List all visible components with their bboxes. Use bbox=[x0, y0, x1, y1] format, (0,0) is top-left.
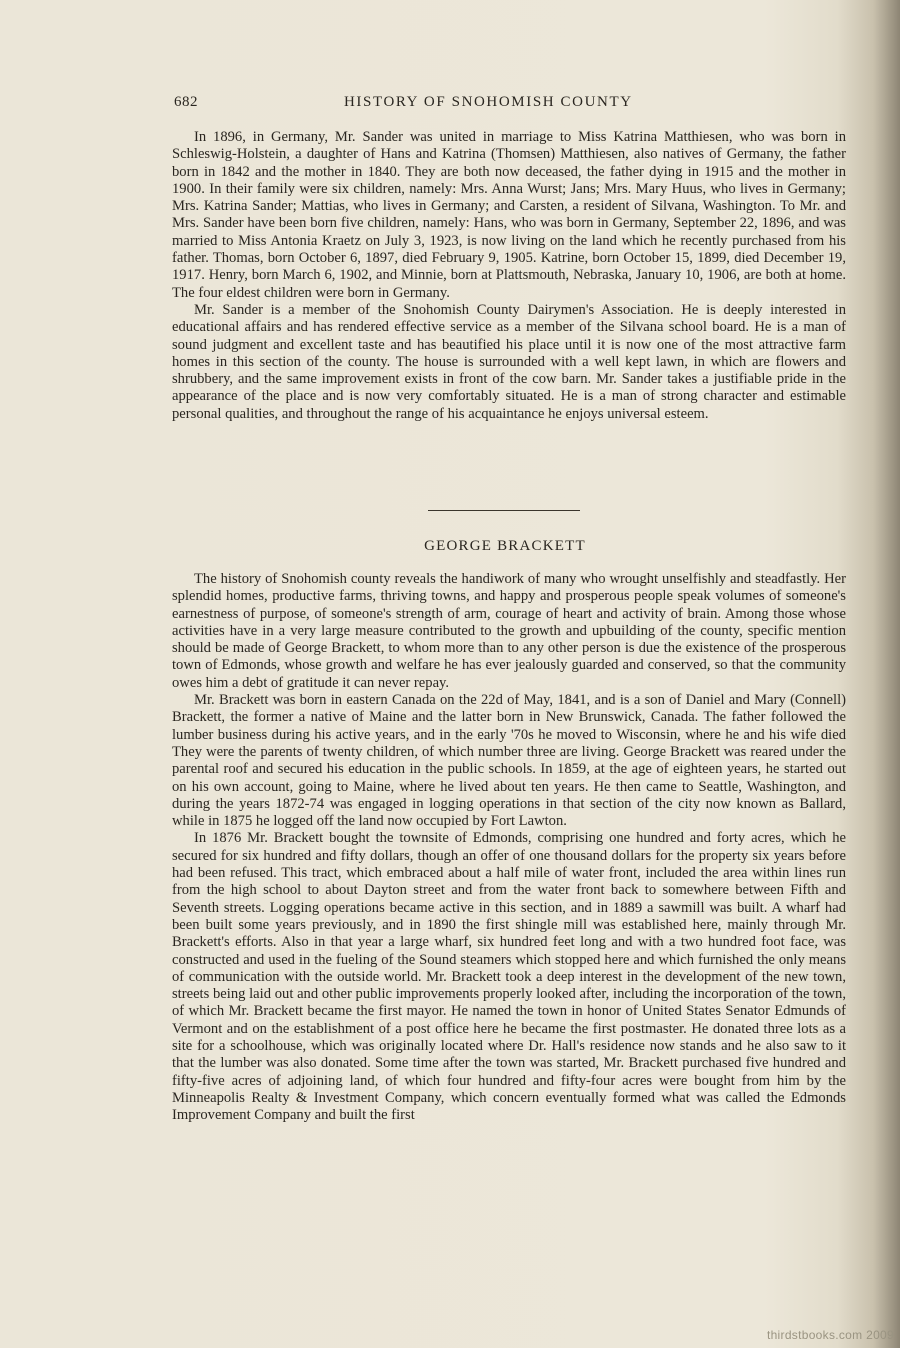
paragraph: Mr. Brackett was born in eastern Canada on the 22d of May, 1841, and is a son of Daniel and Mary (Connell) Brackett, the former a native of Maine and the latter born in New Brunswick, Canada. The father followed the lumber business during his active years, and in the early '70s he moved to Wisconsin, where he and his wife died They were the parents of twenty children, of which number three are living. George Brackett was reared under the parental roof and secured his education in the public schools. In 1859, at the age of eighteen years, he started out on his own account, going to Maine, where he lived about ten years. He then came to Seattle, Washington, and during the years 1872-74 was engaged in logging operations in that section of the city now known as Ballard, while in 1875 he logged off the land now occupied by Fort Lawton. bbox=[172, 692, 846, 830]
paragraph: Mr. Sander is a member of the Snohomish County Dairymen's Association. He is deeply interested in educational affairs and has rendered effective service as a member of the Silvana school board. He is a man of sound judgment and excellent taste and has beautified his place until it is now one of the most attractive farm homes in this section of the county. The house is surrounded with a well kept lawn, in which are flowers and shrubbery, and the same improvement exists in front of the cow barn. Mr. Sander takes a justifiable pride in the appearance of the place and is now very comfortably situated. He is a man of strong character and estimable personal qualities, and throughout the range of his acquaintance he enjoys universal esteem. bbox=[172, 301, 846, 422]
section-heading: GEORGE BRACKETT bbox=[424, 538, 586, 554]
sander-biography-section bbox=[172, 129, 846, 423]
page-number: 682 bbox=[174, 94, 198, 110]
brackett-biography-section bbox=[172, 571, 846, 1125]
running-title: HISTORY OF SNOHOMISH COUNTY bbox=[344, 94, 633, 110]
section-divider bbox=[428, 510, 580, 511]
page-header bbox=[174, 94, 850, 116]
paragraph: In 1876 Mr. Brackett bought the townsite of Edmonds, comprising one hundred and forty acres, which he secured for six hundred and fifty dollars, though an offer of one thousand dollars for the property six years before had been refused. This tract, which embraced about a half mile of water front, included the area within lines run from the high school to about Dayton street and from the water front back to somewhere between Fifth and Seventh streets. Logging operations became active in this section, and in 1889 a sawmill was built. A wharf had been built some years previously, and in 1890 the first shingle mill was established here, mainly through Mr. Brackett's efforts. Also in that year a large wharf, six hundred feet long and with a two hundred foot face, was constructed and used in the fueling of the Sound steamers which stopped here and which furnished the only means of communication with the outside world. Mr. Brackett took a deep interest in the development of the new town, streets being laid out and other public improvements properly looked after, including the incorporation of the town, of which Mr. Brackett became the first mayor. He named the town in honor of United States Senator Edmunds of Vermont and on the establishment of a post office here he became the first postmaster. He donated three lots as a site for a schoolhouse, which was originally located where Dr. Hall's residence now stands and he also saw to it that the lumber was also donated. Some time after the town was started, Mr. Brackett purchased five hundred and fifty-five acres of adjoining land, of which four hundred and fifty-four acres were bought from him by the Minneapolis Realty & Investment Company, which concern eventually formed what was called the Edmonds Improvement Company and built the first bbox=[172, 830, 846, 1124]
paragraph: In 1896, in Germany, Mr. Sander was united in marriage to Miss Katrina Matthiesen, who was born in Schleswig-Holstein, a daughter of Hans and Katrina (Thomsen) Matthiesen, also natives of Germany, the father born in 1842 and the mother in 1840. They are both now deceased, the father dying in 1915 and the mother in 1900. In their family were six children, namely: Mrs. Anna Wurst; Jans; Mrs. Mary Huus, who lives in Germany; Mrs. Katrina Sander; Mattias, who lives in Germany; and Carsten, a resident of Silvana, Washington. To Mr. and Mrs. Sander have been born five children, namely: Hans, who was born in Germany, September 22, 1896, and was married to Miss Antonia Kraetz on July 3, 1923, is now living on the land which he recently purchased from his father. Thomas, born October 6, 1897, died February 9, 1905. Katrine, born October 15, 1899, died December 19, 1917. Henry, born March 6, 1902, and Minnie, born at Plattsmouth, Nebraska, January 10, 1906, are both at home. The four eldest children were born in Germany. bbox=[172, 129, 846, 301]
watermark: thirdstbooks.com 2009 bbox=[766, 1328, 894, 1342]
paragraph: The history of Snohomish county reveals the handiwork of many who wrought unselfishly and steadfastly. Her splendid homes, productive farms, thriving towns, and happy and prosperous people speak volumes of someone's earnestness of purpose, of someone's strength of arm, courage of heart and activity of brain. Among those whose activities have in a very large measure contributed to the growth and upbuilding of the county, specific mention should be made of George Brackett, to whom more than to any other person is due the existence of the prosperous town of Edmonds, whose growth and welfare he has ever jealously guarded and conserved, so that the community owes him a debt of gratitude it can never repay. bbox=[172, 571, 846, 691]
